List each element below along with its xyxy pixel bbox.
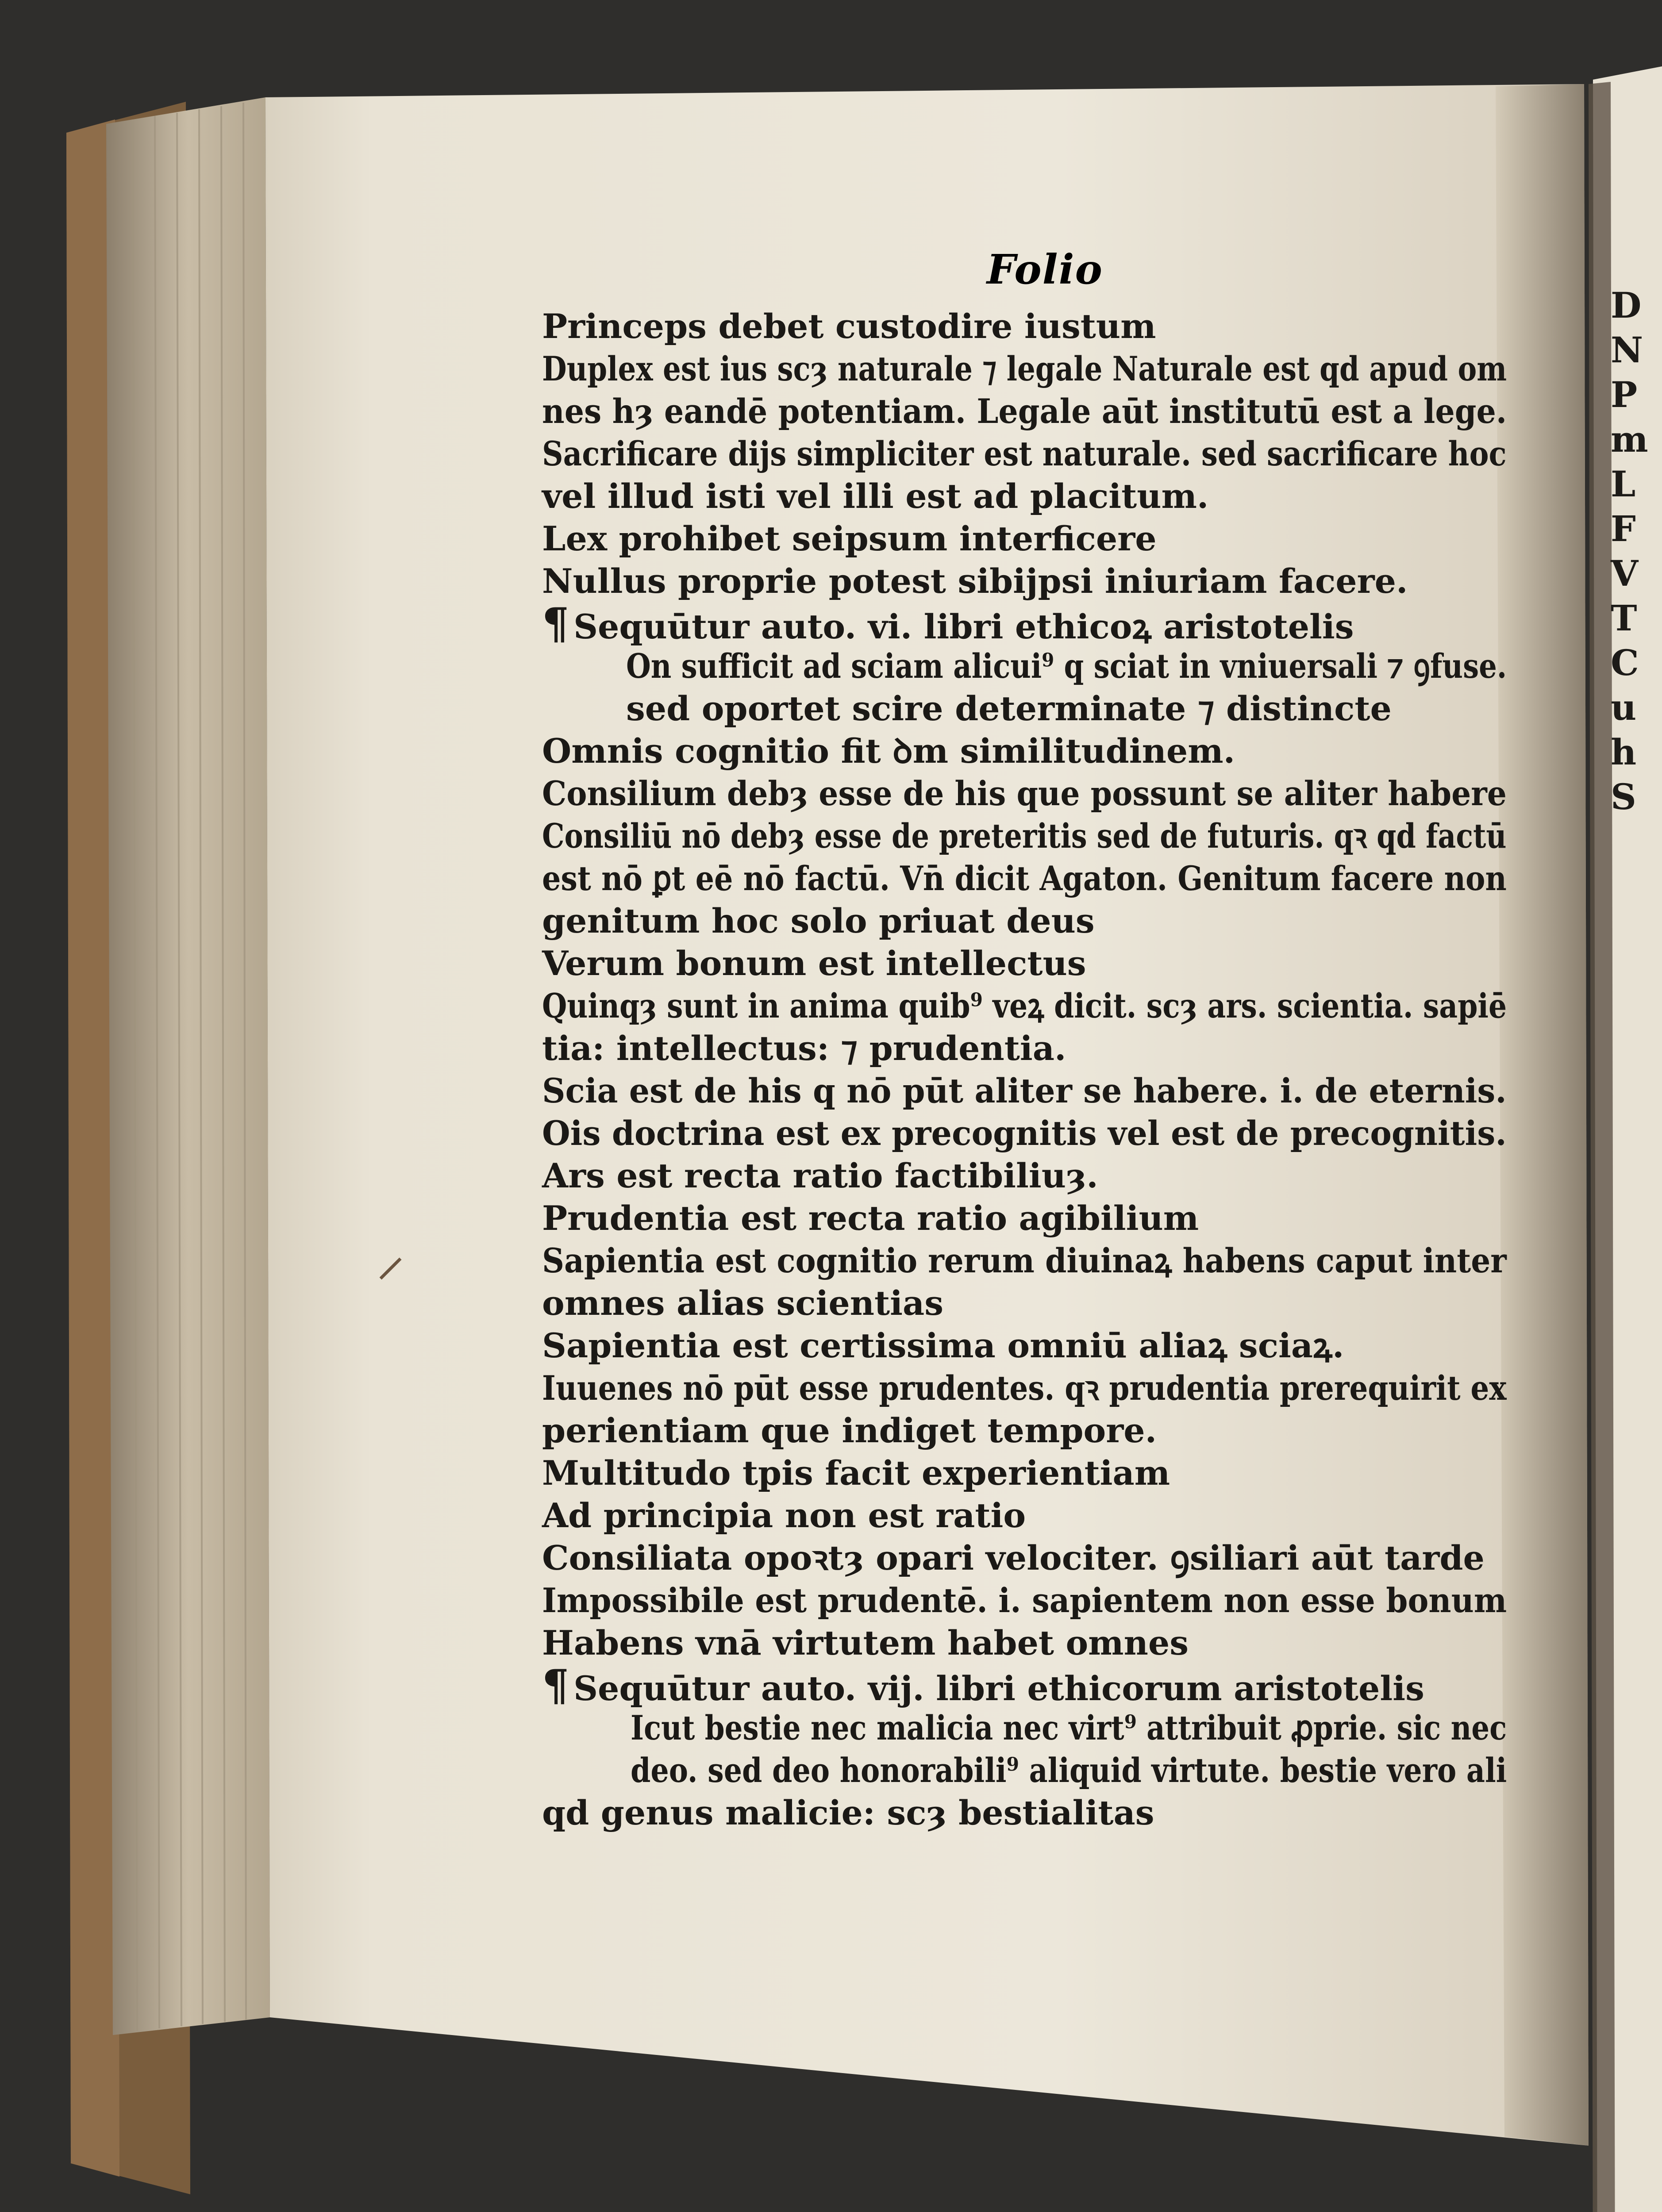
text-line: Ad principia non est ratio (542, 1496, 1026, 1535)
text-line: genitum hoc solo priuat deus (542, 901, 1095, 941)
text-line: Multitudo tpis facit experientiam (542, 1453, 1170, 1493)
text-line: Ars est recta ratio factibiliuȝ. (542, 1156, 1098, 1195)
facing-fragment: C (1611, 642, 1639, 684)
text-line: Sacrificare dijs simpliciter est naturale. sed sacrificare hoc (542, 434, 1507, 473)
text-line: Duplex est ius scȝ naturale ⁊ legale Naturale est qd apud om (542, 349, 1507, 388)
text-line: Consilium debȝ esse de his que possunt se aliter habere (542, 774, 1507, 813)
text-line: Consiliata opoꝛtȝ opari velociter. ꝯsiliari aūt tarde (542, 1538, 1485, 1578)
facing-fragment: S (1611, 776, 1636, 818)
text-line: tia: intellectus: ⁊ prudentia. (542, 1029, 1066, 1068)
text-line: deo. sed deo honorabili⁹ aliquid virtute. bestie vero ali (631, 1751, 1507, 1790)
text-line: Iuuenes nō pūt esse prudentes. qꝛ prudentia prerequirit ex (542, 1368, 1507, 1408)
section-heading: Sequūtur auto. vi. libri ethicoꝝ aristotelis (573, 607, 1354, 646)
text-line: Scia est de his q nō pūt aliter se habere. i. de eternis. (542, 1071, 1507, 1110)
facing-fragment: h (1611, 731, 1637, 773)
pilcrow-icon: ¶ (542, 599, 569, 649)
text-line: Quinqȝ sunt in anima quib⁹ veꝝ dicit. scȝ ars. scientia. sapiē (542, 986, 1507, 1025)
text-line: qd genus malicie: scȝ bestialitas (542, 1793, 1154, 1832)
text-line: perientiam que indiget tempore. (542, 1411, 1157, 1450)
text-line: Impossibile est prudentē. i. sapientem non esse bonum (542, 1581, 1507, 1620)
text-line: Habens vnā virtutem habet omnes (542, 1623, 1189, 1663)
text-line: vel illud isti vel illi est ad placitum. (542, 476, 1209, 516)
text-line: Nullus proprie potest sibijpsi iniuriam facere. (542, 561, 1408, 601)
facing-fragment: T (1611, 597, 1637, 639)
text-line (542, 1660, 1424, 1710)
section-heading: Sequūtur auto. vij. libri ethicorum aristotelis (573, 1669, 1424, 1708)
text-line: Prudentia est recta ratio agibilium (542, 1198, 1199, 1238)
text-line: sed oportet scire determinate ⁊ distincte (626, 689, 1392, 728)
text-line (542, 599, 1354, 649)
facing-fragment: L (1611, 463, 1636, 505)
text-line: On sufficit ad sciam alicui⁹ q sciat in vniuersali ⁊ ꝯfuse. (626, 646, 1507, 686)
text-line: Sapientia est cognitio rerum diuinaꝝ habens caput inter (542, 1241, 1507, 1280)
pilcrow-icon: ¶ (542, 1660, 569, 1710)
facing-fragment: F (1611, 508, 1636, 549)
text-line: est nō ꝑt eē nō factū. Vn̄ dicit Agaton. Genitum facere non (542, 859, 1507, 898)
text-line: Ois doctrina est ex precognitis vel est de precognitis. (542, 1114, 1507, 1153)
facing-fragment: V (1611, 553, 1639, 594)
text-line: nes hȝ eandē potentiam. Legale aūt institutū est a lege. (542, 392, 1507, 431)
text-line: Princeps debet custodire iustum (542, 307, 1156, 346)
facing-page-fragments (1611, 283, 1659, 819)
text-line: omnes alias scientias (542, 1283, 943, 1323)
facing-fragment: P (1611, 374, 1638, 415)
text-line: Sapientia est certissima omniū aliaꝝ sciaꝝ. (542, 1326, 1344, 1365)
facing-fragment: D (1611, 284, 1642, 326)
text-line: Verum bonum est intellectus (542, 944, 1086, 983)
folio-header: Folio (987, 246, 1103, 293)
text-line: Lex prohibet seipsum interficere (542, 519, 1157, 558)
facing-fragment: m (1611, 419, 1648, 460)
facing-fragment: N (1611, 329, 1643, 371)
facing-fragment: u (1611, 687, 1637, 728)
text-line: Icut bestie nec malicia nec virt⁹ attribuit ꝓprie. sic nec (631, 1708, 1507, 1747)
text-line: Consiliū nō debȝ esse de preteritis sed de futuris. qꝛ qd factū (542, 816, 1507, 856)
text-line: Omnis cognitio fit ꝺm similitudinem. (542, 731, 1235, 771)
